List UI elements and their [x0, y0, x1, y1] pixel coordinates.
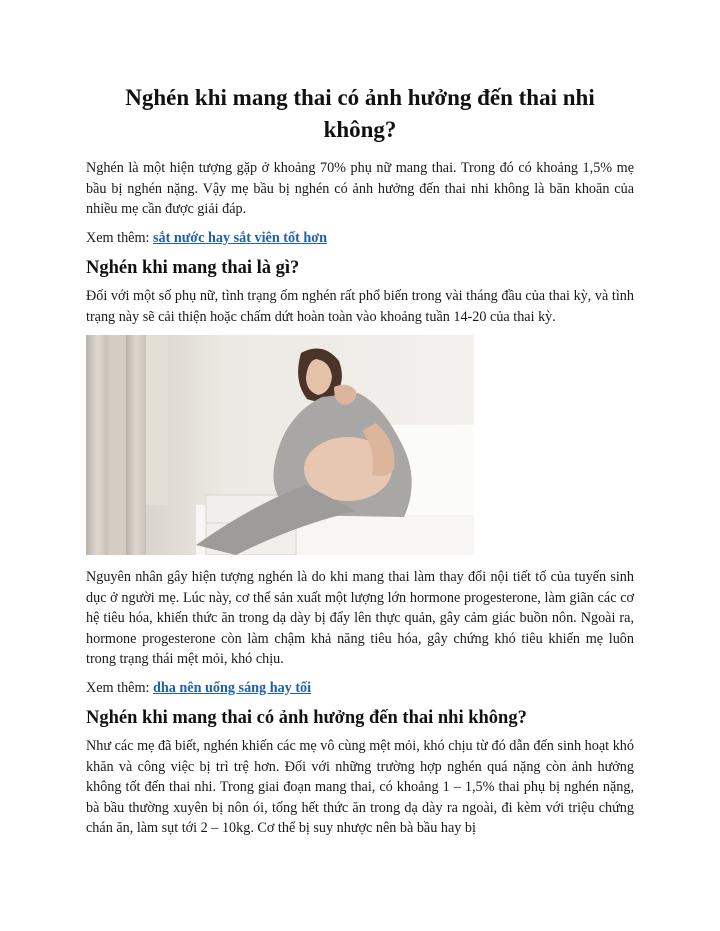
section1-paragraph-1: Đối với một số phụ nữ, tình trạng ốm nghén rất phổ biến trong vài tháng đầu của thai kỳ, và tình trạng này sẽ cải thiện hoặc chấm dứt hoàn toàn vào khoảng tuần 14-20 của thai kỳ. — [86, 288, 634, 325]
intro-paragraph: Nghén là một hiện tượng gặp ở khoảng 70% phụ nữ mang thai. Trong đó có khoảng 1,5% mẹ bầu bị nghén nặng. Vậy mẹ bầu bị nghén có ảnh hưởng đến thai nhi không là băn khoăn của nhiều mẹ cần được giải đáp. — [86, 160, 634, 217]
section1-heading: Nghén khi mang thai là gì? — [86, 258, 300, 278]
pregnant-woman-photo — [86, 335, 474, 555]
see-also-2-prefix: Xem thêm: — [86, 679, 153, 696]
see-also-2-link[interactable]: dha nên uống sáng hay tối — [152, 679, 312, 696]
see-also-2 — [86, 678, 634, 699]
article-title: Nghén khi mang thai có ảnh hưởng đến thai nhi không? — [125, 85, 595, 142]
see-also-1-prefix: Xem thêm: — [86, 229, 153, 246]
section2-paragraph-1: Như các mẹ đã biết, nghén khiến các mẹ vô cùng mệt mỏi, khó chịu từ đó dẫn đến sinh hoạt khó khăn và công việc bị trì trệ hơn. Đối với những trường hợp nghén quá nặng còn ảnh hưởng không tốt đến thai nhi. Trong giai đoạn mang thai, có khoảng 1 – 1,5% thai phụ bị nghén nặng, bà bầu thường xuyên bị nôn ói, tống hết thức ăn trong dạ dày ra ngoài, đi kèm với triệu chứng chán ăn, làm sụt tới 2 – 10kg. Cơ thể bị suy nhược nên bà bầu hay bị — [86, 738, 634, 836]
article — [86, 82, 634, 847]
see-also-1 — [86, 228, 634, 249]
section2-heading: Nghén khi mang thai có ảnh hưởng đến thai nhi không? — [86, 708, 527, 728]
section1-paragraph-2: Nguyên nhân gây hiện tượng nghén là do khi mang thai làm thay đổi nội tiết tố của tuyến sinh dục ở người mẹ. Lúc này, cơ thể sản xuất một lượng lớn hormone progesterone, làm giãn các cơ hệ tiêu hóa, khiến thức ăn trong dạ dày bị đẩy lên thực quản, gây cảm giác buồn nôn. Ngoài ra, hormone progesterone còn làm chậm khả năng tiêu hóa, gây chứng khó tiêu khiến mẹ luôn trong trạng thái mệt mỏi, khó chịu. — [86, 569, 634, 667]
see-also-1-link[interactable]: sắt nước hay sắt viên tốt hơn — [152, 229, 327, 246]
